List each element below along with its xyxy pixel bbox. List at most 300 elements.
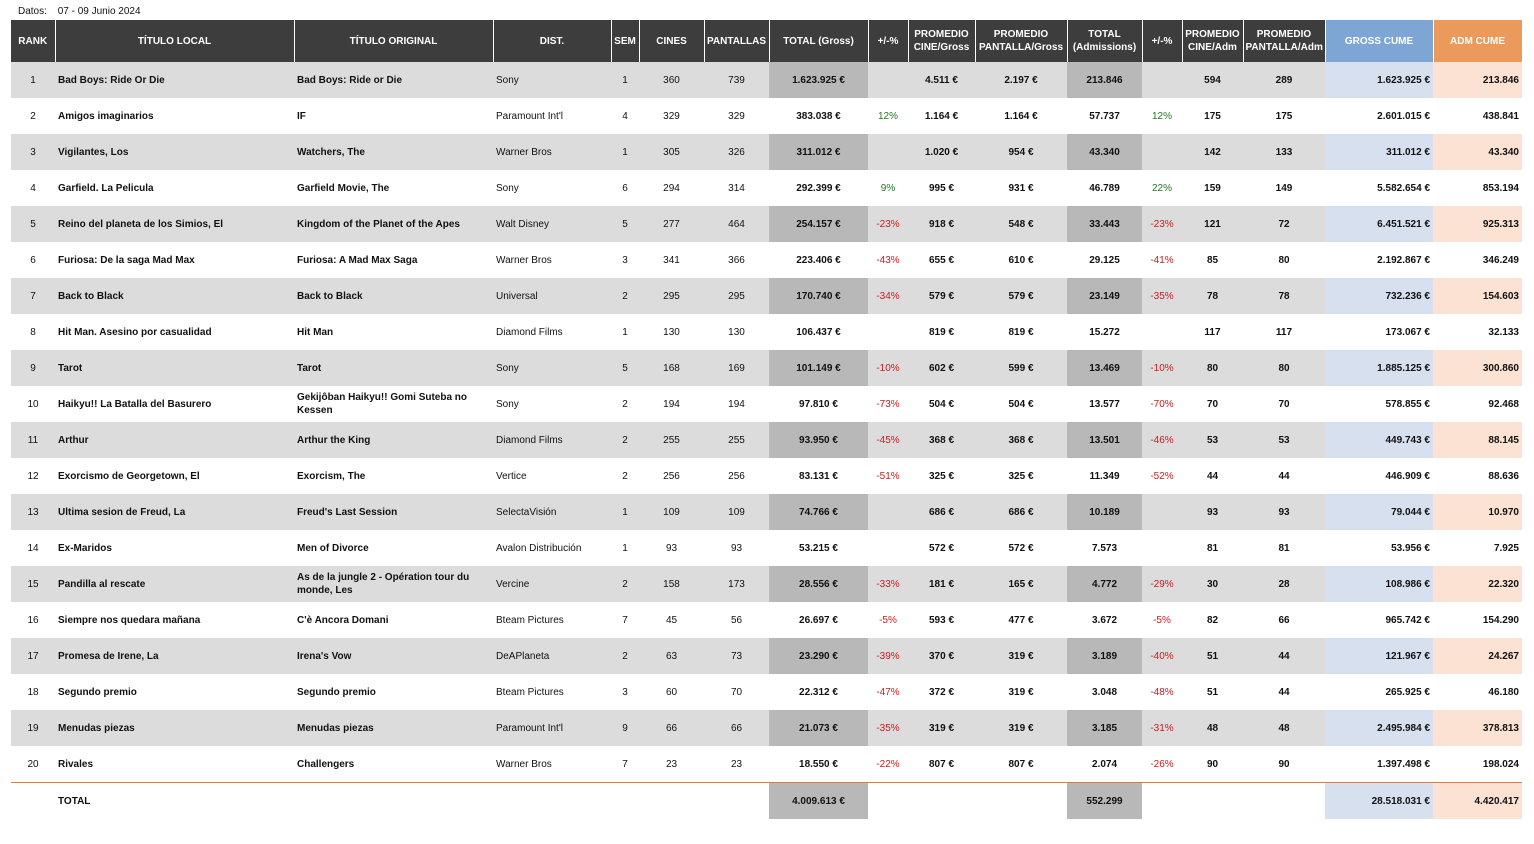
cell-rank: 7	[11, 278, 55, 314]
box-office-table	[11, 20, 1523, 819]
cell-semana: 7	[611, 602, 639, 638]
cell-semana: 1	[611, 62, 639, 98]
header-titulo-original[interactable]: TÍTULO ORIGINAL	[294, 20, 493, 62]
cell-titulo-local: Arthur	[55, 422, 294, 458]
header-label-line2: CINE/Gross	[913, 42, 970, 53]
cell-total-admissions: 57.737	[1067, 98, 1142, 134]
total-gross-cume: 28.518.031 €	[1325, 783, 1433, 820]
total-adm-cume: 4.420.417	[1433, 783, 1522, 820]
cell-pct-gross: -47%	[868, 674, 908, 710]
cell-distributor: Walt Disney	[493, 206, 611, 242]
cell-distributor: Paramount Int'l	[493, 710, 611, 746]
cell-rank: 19	[11, 710, 55, 746]
table-row[interactable]	[11, 350, 1522, 386]
cell-promedio-pantalla-gross: 477 €	[975, 602, 1067, 638]
cell-titulo-original: Irena's Vow	[294, 638, 493, 674]
cell-pct-gross: 9%	[868, 170, 908, 206]
cell-total-admissions: 13.469	[1067, 350, 1142, 386]
cell-total-gross: 26.697 €	[769, 602, 868, 638]
total-label: TOTAL	[55, 783, 294, 820]
header-adm-cume[interactable]: ADM CUME	[1433, 20, 1522, 62]
cell-distributor: Avalon Distribución	[493, 530, 611, 566]
cell-total-gross: 101.149 €	[769, 350, 868, 386]
cell-cines: 130	[639, 314, 704, 350]
header-row	[11, 20, 1522, 62]
cell-promedio-cine-gross: 370 €	[908, 638, 975, 674]
cell-promedio-cine-gross: 995 €	[908, 170, 975, 206]
total-empty	[908, 783, 975, 820]
header-label-line2: PANTALLA/Adm	[1245, 42, 1323, 53]
cell-distributor: Diamond Films	[493, 422, 611, 458]
table-row[interactable]	[11, 638, 1522, 674]
cell-promedio-pantalla-adm: 90	[1243, 746, 1325, 783]
cell-pct-adm: -52%	[1142, 458, 1182, 494]
cell-titulo-original: Exorcism, The	[294, 458, 493, 494]
cell-total-gross: 223.406 €	[769, 242, 868, 278]
cell-titulo-original: Arthur the King	[294, 422, 493, 458]
header-total-admissions[interactable]	[1067, 20, 1142, 62]
cell-titulo-original: Challengers	[294, 746, 493, 783]
cell-promedio-cine-gross: 819 €	[908, 314, 975, 350]
cell-titulo-local: Vigilantes, Los	[55, 134, 294, 170]
total-empty	[493, 783, 611, 820]
total-row	[11, 783, 1522, 820]
cell-promedio-cine-gross: 572 €	[908, 530, 975, 566]
header-rank[interactable]: RANK	[11, 20, 55, 62]
cell-pantallas: 66	[704, 710, 769, 746]
header-dist[interactable]: DIST.	[493, 20, 611, 62]
cell-titulo-local: Reino del planeta de los Simios, El	[55, 206, 294, 242]
table-row[interactable]	[11, 278, 1522, 314]
cell-distributor: Warner Bros	[493, 134, 611, 170]
table-row[interactable]	[11, 134, 1522, 170]
cell-adm-cume: 22.320	[1433, 566, 1522, 602]
cell-cines: 158	[639, 566, 704, 602]
cell-adm-cume: 154.603	[1433, 278, 1522, 314]
total-empty	[1142, 783, 1182, 820]
cell-distributor: Sony	[493, 170, 611, 206]
cell-titulo-local: Tarot	[55, 350, 294, 386]
cell-distributor: Diamond Films	[493, 314, 611, 350]
table-row[interactable]	[11, 242, 1522, 278]
cell-pct-gross	[868, 62, 908, 98]
cell-promedio-pantalla-adm: 70	[1243, 386, 1325, 422]
cell-promedio-pantalla-gross: 319 €	[975, 710, 1067, 746]
cell-promedio-pantalla-gross: 1.164 €	[975, 98, 1067, 134]
total-empty	[294, 783, 493, 820]
cell-adm-cume: 88.145	[1433, 422, 1522, 458]
cell-gross-cume: 1.397.498 €	[1325, 746, 1433, 783]
cell-total-gross: 254.157 €	[769, 206, 868, 242]
cell-distributor: SelectaVisión	[493, 494, 611, 530]
header-promedio-pantalla-gross[interactable]	[975, 20, 1067, 62]
cell-titulo-original: Kingdom of the Planet of the Apes	[294, 206, 493, 242]
cell-adm-cume: 300.860	[1433, 350, 1522, 386]
table-row[interactable]	[11, 98, 1522, 134]
cell-cines: 93	[639, 530, 704, 566]
cell-titulo-local: Bad Boys: Ride Or Die	[55, 62, 294, 98]
header-cines[interactable]: CINES	[639, 20, 704, 62]
cell-semana: 6	[611, 170, 639, 206]
cell-rank: 3	[11, 134, 55, 170]
cell-distributor: Sony	[493, 386, 611, 422]
cell-gross-cume: 311.012 €	[1325, 134, 1433, 170]
cell-promedio-pantalla-adm: 133	[1243, 134, 1325, 170]
cell-distributor: Warner Bros	[493, 242, 611, 278]
table-row[interactable]	[11, 422, 1522, 458]
header-label-line2: CINE/Adm	[1188, 42, 1237, 53]
cell-promedio-pantalla-adm: 48	[1243, 710, 1325, 746]
cell-promedio-pantalla-adm: 149	[1243, 170, 1325, 206]
cell-cines: 360	[639, 62, 704, 98]
cell-distributor: DeAPlaneta	[493, 638, 611, 674]
cell-promedio-cine-adm: 51	[1182, 674, 1243, 710]
cell-semana: 1	[611, 134, 639, 170]
cell-cines: 194	[639, 386, 704, 422]
table-row[interactable]	[11, 458, 1522, 494]
cell-total-gross: 83.131 €	[769, 458, 868, 494]
table-row[interactable]	[11, 530, 1522, 566]
cell-semana: 2	[611, 422, 639, 458]
cell-promedio-cine-gross: 1.164 €	[908, 98, 975, 134]
cell-titulo-local: Menudas piezas	[55, 710, 294, 746]
cell-promedio-cine-gross: 368 €	[908, 422, 975, 458]
cell-adm-cume: 378.813	[1433, 710, 1522, 746]
table-row[interactable]	[11, 314, 1522, 350]
cell-gross-cume: 173.067 €	[1325, 314, 1433, 350]
cell-semana: 7	[611, 746, 639, 783]
cell-promedio-pantalla-gross: 325 €	[975, 458, 1067, 494]
table-row[interactable]	[11, 494, 1522, 530]
cell-total-gross: 170.740 €	[769, 278, 868, 314]
cell-promedio-cine-gross: 372 €	[908, 674, 975, 710]
cell-promedio-cine-adm: 159	[1182, 170, 1243, 206]
cell-gross-cume: 265.925 €	[1325, 674, 1433, 710]
cell-semana: 2	[611, 458, 639, 494]
total-empty	[11, 783, 55, 820]
cell-distributor: Sony	[493, 350, 611, 386]
cell-titulo-original: Men of Divorce	[294, 530, 493, 566]
cell-promedio-cine-adm: 85	[1182, 242, 1243, 278]
header-label-line1: PROMEDIO	[914, 29, 969, 40]
cell-pantallas: 329	[704, 98, 769, 134]
cell-cines: 256	[639, 458, 704, 494]
table-row[interactable]	[11, 746, 1522, 783]
cell-promedio-pantalla-adm: 93	[1243, 494, 1325, 530]
cell-pct-adm: -5%	[1142, 602, 1182, 638]
cell-pct-adm	[1142, 134, 1182, 170]
cell-adm-cume: 92.468	[1433, 386, 1522, 422]
cell-promedio-pantalla-adm: 80	[1243, 242, 1325, 278]
cell-promedio-pantalla-gross: 319 €	[975, 638, 1067, 674]
cell-promedio-cine-gross: 504 €	[908, 386, 975, 422]
cell-total-gross: 93.950 €	[769, 422, 868, 458]
cell-pct-adm: -35%	[1142, 278, 1182, 314]
cell-pct-adm	[1142, 530, 1182, 566]
table-row[interactable]	[11, 710, 1522, 746]
cell-cines: 23	[639, 746, 704, 783]
cell-pct-adm: -23%	[1142, 206, 1182, 242]
cell-pct-adm: -26%	[1142, 746, 1182, 783]
cell-promedio-pantalla-adm: 53	[1243, 422, 1325, 458]
cell-gross-cume: 2.495.984 €	[1325, 710, 1433, 746]
cell-distributor: Vertice	[493, 458, 611, 494]
table-row[interactable]	[11, 674, 1522, 710]
cell-titulo-local: Promesa de Irene, La	[55, 638, 294, 674]
cell-promedio-cine-gross: 319 €	[908, 710, 975, 746]
cell-cines: 63	[639, 638, 704, 674]
datos-value: 07 - 09 Junio 2024	[57, 6, 141, 17]
cell-semana: 2	[611, 278, 639, 314]
cell-total-gross: 97.810 €	[769, 386, 868, 422]
header-pantallas[interactable]: PANTALLAS	[704, 20, 769, 62]
cell-promedio-pantalla-gross: 686 €	[975, 494, 1067, 530]
cell-pantallas: 109	[704, 494, 769, 530]
total-empty	[975, 783, 1067, 820]
cell-gross-cume: 2.601.015 €	[1325, 98, 1433, 134]
cell-total-admissions: 29.125	[1067, 242, 1142, 278]
cell-pct-gross: -10%	[868, 350, 908, 386]
table-row[interactable]	[11, 170, 1522, 206]
header-total-gross[interactable]: TOTAL (Gross)	[769, 20, 868, 62]
cell-titulo-original: As de la jungle 2 - Opération tour du monde, Les	[294, 566, 493, 602]
cell-gross-cume: 1.885.125 €	[1325, 350, 1433, 386]
table-row[interactable]	[11, 206, 1522, 242]
cell-gross-cume: 6.451.521 €	[1325, 206, 1433, 242]
header-promedio-pantalla-adm[interactable]	[1243, 20, 1325, 62]
cell-rank: 14	[11, 530, 55, 566]
cell-titulo-original: Watchers, The	[294, 134, 493, 170]
cell-cines: 66	[639, 710, 704, 746]
cell-promedio-cine-gross: 181 €	[908, 566, 975, 602]
cell-titulo-local: Ultima sesion de Freud, La	[55, 494, 294, 530]
cell-titulo-original: Furiosa: A Mad Max Saga	[294, 242, 493, 278]
cell-titulo-local: Garfield. La Pelicula	[55, 170, 294, 206]
datos-label: Datos:	[18, 6, 47, 17]
cell-promedio-pantalla-gross: 165 €	[975, 566, 1067, 602]
cell-promedio-cine-adm: 82	[1182, 602, 1243, 638]
cell-rank: 20	[11, 746, 55, 783]
cell-rank: 12	[11, 458, 55, 494]
cell-pantallas: 366	[704, 242, 769, 278]
cell-titulo-local: Furiosa: De la saga Mad Max	[55, 242, 294, 278]
cell-promedio-cine-adm: 78	[1182, 278, 1243, 314]
cell-total-admissions: 4.772	[1067, 566, 1142, 602]
header-gross-cume[interactable]: GROSS CUME	[1325, 20, 1433, 62]
cell-pct-gross	[868, 134, 908, 170]
cell-gross-cume: 5.582.654 €	[1325, 170, 1433, 206]
header-pct-adm[interactable]: +/-%	[1142, 20, 1182, 62]
cell-titulo-original: Back to Black	[294, 278, 493, 314]
cell-promedio-cine-gross: 1.020 €	[908, 134, 975, 170]
cell-promedio-cine-adm: 51	[1182, 638, 1243, 674]
cell-pct-adm	[1142, 62, 1182, 98]
header-titulo-local[interactable]: TÍTULO LOCAL	[55, 20, 294, 62]
cell-total-admissions: 3.185	[1067, 710, 1142, 746]
cell-rank: 10	[11, 386, 55, 422]
cell-promedio-cine-gross: 655 €	[908, 242, 975, 278]
cell-total-admissions: 15.272	[1067, 314, 1142, 350]
total-admissions: 552.299	[1067, 783, 1142, 820]
cell-pct-adm: -31%	[1142, 710, 1182, 746]
cell-semana: 1	[611, 530, 639, 566]
cell-semana: 1	[611, 314, 639, 350]
cell-total-admissions: 2.074	[1067, 746, 1142, 783]
cell-total-admissions: 46.789	[1067, 170, 1142, 206]
cell-promedio-cine-adm: 121	[1182, 206, 1243, 242]
cell-gross-cume: 732.236 €	[1325, 278, 1433, 314]
cell-adm-cume: 24.267	[1433, 638, 1522, 674]
cell-rank: 18	[11, 674, 55, 710]
cell-promedio-pantalla-adm: 78	[1243, 278, 1325, 314]
cell-distributor: Warner Bros	[493, 746, 611, 783]
cell-pct-gross: -43%	[868, 242, 908, 278]
cell-semana: 3	[611, 242, 639, 278]
cell-pantallas: 739	[704, 62, 769, 98]
cell-gross-cume: 446.909 €	[1325, 458, 1433, 494]
cell-gross-cume: 121.967 €	[1325, 638, 1433, 674]
cell-promedio-pantalla-adm: 44	[1243, 674, 1325, 710]
cell-pct-gross: -23%	[868, 206, 908, 242]
cell-promedio-pantalla-gross: 610 €	[975, 242, 1067, 278]
cell-adm-cume: 925.313	[1433, 206, 1522, 242]
cell-total-gross: 23.290 €	[769, 638, 868, 674]
cell-pct-gross	[868, 530, 908, 566]
cell-semana: 9	[611, 710, 639, 746]
cell-pct-gross: -5%	[868, 602, 908, 638]
cell-pantallas: 56	[704, 602, 769, 638]
cell-distributor: Vercine	[493, 566, 611, 602]
cell-distributor: Sony	[493, 62, 611, 98]
header-promedio-cine-adm[interactable]	[1182, 20, 1243, 62]
cell-adm-cume: 213.846	[1433, 62, 1522, 98]
header-promedio-cine-gross[interactable]	[908, 20, 975, 62]
cell-promedio-cine-adm: 53	[1182, 422, 1243, 458]
cell-distributor: Universal	[493, 278, 611, 314]
cell-semana: 4	[611, 98, 639, 134]
cell-promedio-pantalla-adm: 117	[1243, 314, 1325, 350]
cell-cines: 60	[639, 674, 704, 710]
cell-promedio-pantalla-gross: 599 €	[975, 350, 1067, 386]
cell-titulo-original: Tarot	[294, 350, 493, 386]
cell-pct-adm	[1142, 314, 1182, 350]
cell-cines: 255	[639, 422, 704, 458]
cell-pct-adm: -48%	[1142, 674, 1182, 710]
cell-titulo-original: Bad Boys: Ride or Die	[294, 62, 493, 98]
cell-promedio-pantalla-adm: 80	[1243, 350, 1325, 386]
cell-pct-gross: -35%	[868, 710, 908, 746]
cell-adm-cume: 853.194	[1433, 170, 1522, 206]
cell-adm-cume: 43.340	[1433, 134, 1522, 170]
cell-titulo-original: Gekijôban Haikyu!! Gomi Suteba no Kessen	[294, 386, 493, 422]
cell-total-gross: 18.550 €	[769, 746, 868, 783]
cell-adm-cume: 7.925	[1433, 530, 1522, 566]
cell-promedio-pantalla-adm: 72	[1243, 206, 1325, 242]
cell-cines: 341	[639, 242, 704, 278]
table-row[interactable]	[11, 602, 1522, 638]
cell-titulo-local: Pandilla al rescate	[55, 566, 294, 602]
total-empty	[868, 783, 908, 820]
cell-gross-cume: 108.986 €	[1325, 566, 1433, 602]
cell-pantallas: 255	[704, 422, 769, 458]
header-pct-gross[interactable]: +/-%	[868, 20, 908, 62]
cell-semana: 3	[611, 674, 639, 710]
cell-total-gross: 1.623.925 €	[769, 62, 868, 98]
cell-promedio-pantalla-gross: 368 €	[975, 422, 1067, 458]
cell-cines: 294	[639, 170, 704, 206]
cell-total-admissions: 10.189	[1067, 494, 1142, 530]
header-label-line1: TOTAL	[1088, 29, 1121, 40]
cell-titulo-original: Hit Man	[294, 314, 493, 350]
cell-total-admissions: 3.189	[1067, 638, 1142, 674]
cell-total-gross: 383.038 €	[769, 98, 868, 134]
cell-cines: 305	[639, 134, 704, 170]
cell-total-admissions: 13.501	[1067, 422, 1142, 458]
cell-promedio-cine-gross: 325 €	[908, 458, 975, 494]
total-empty	[1182, 783, 1243, 820]
cell-rank: 5	[11, 206, 55, 242]
cell-cines: 168	[639, 350, 704, 386]
cell-promedio-cine-gross: 807 €	[908, 746, 975, 783]
cell-distributor: Bteam Pictures	[493, 602, 611, 638]
cell-total-gross: 106.437 €	[769, 314, 868, 350]
cell-cines: 109	[639, 494, 704, 530]
cell-total-gross: 311.012 €	[769, 134, 868, 170]
cell-promedio-cine-adm: 175	[1182, 98, 1243, 134]
cell-titulo-local: Exorcismo de Georgetown, El	[55, 458, 294, 494]
cell-pct-gross: -73%	[868, 386, 908, 422]
cell-gross-cume: 53.956 €	[1325, 530, 1433, 566]
cell-rank: 11	[11, 422, 55, 458]
cell-total-admissions: 7.573	[1067, 530, 1142, 566]
cell-pct-adm: -46%	[1142, 422, 1182, 458]
total-empty	[639, 783, 704, 820]
cell-titulo-original: Freud's Last Session	[294, 494, 493, 530]
cell-pct-gross	[868, 494, 908, 530]
header-label-line1: PROMEDIO	[1185, 29, 1240, 40]
table-row[interactable]	[11, 566, 1522, 602]
cell-adm-cume: 438.841	[1433, 98, 1522, 134]
cell-pantallas: 464	[704, 206, 769, 242]
cell-pct-adm: -40%	[1142, 638, 1182, 674]
cell-promedio-cine-adm: 70	[1182, 386, 1243, 422]
cell-pct-gross: -33%	[868, 566, 908, 602]
cell-gross-cume: 79.044 €	[1325, 494, 1433, 530]
cell-rank: 9	[11, 350, 55, 386]
cell-rank: 15	[11, 566, 55, 602]
cell-pantallas: 23	[704, 746, 769, 783]
cell-adm-cume: 346.249	[1433, 242, 1522, 278]
cell-promedio-pantalla-gross: 572 €	[975, 530, 1067, 566]
cell-rank: 16	[11, 602, 55, 638]
cell-pantallas: 194	[704, 386, 769, 422]
table-row[interactable]	[11, 386, 1522, 422]
cell-adm-cume: 198.024	[1433, 746, 1522, 783]
cell-promedio-cine-gross: 602 €	[908, 350, 975, 386]
cell-promedio-cine-adm: 594	[1182, 62, 1243, 98]
cell-rank: 13	[11, 494, 55, 530]
header-sem[interactable]: SEM	[611, 20, 639, 62]
cell-pantallas: 130	[704, 314, 769, 350]
cell-promedio-cine-gross: 579 €	[908, 278, 975, 314]
table-row[interactable]	[11, 62, 1522, 98]
cell-promedio-cine-gross: 918 €	[908, 206, 975, 242]
cell-promedio-pantalla-gross: 548 €	[975, 206, 1067, 242]
total-empty	[1243, 783, 1325, 820]
cell-pct-gross	[868, 314, 908, 350]
cell-promedio-pantalla-adm: 44	[1243, 638, 1325, 674]
data-date-range	[18, 6, 141, 17]
